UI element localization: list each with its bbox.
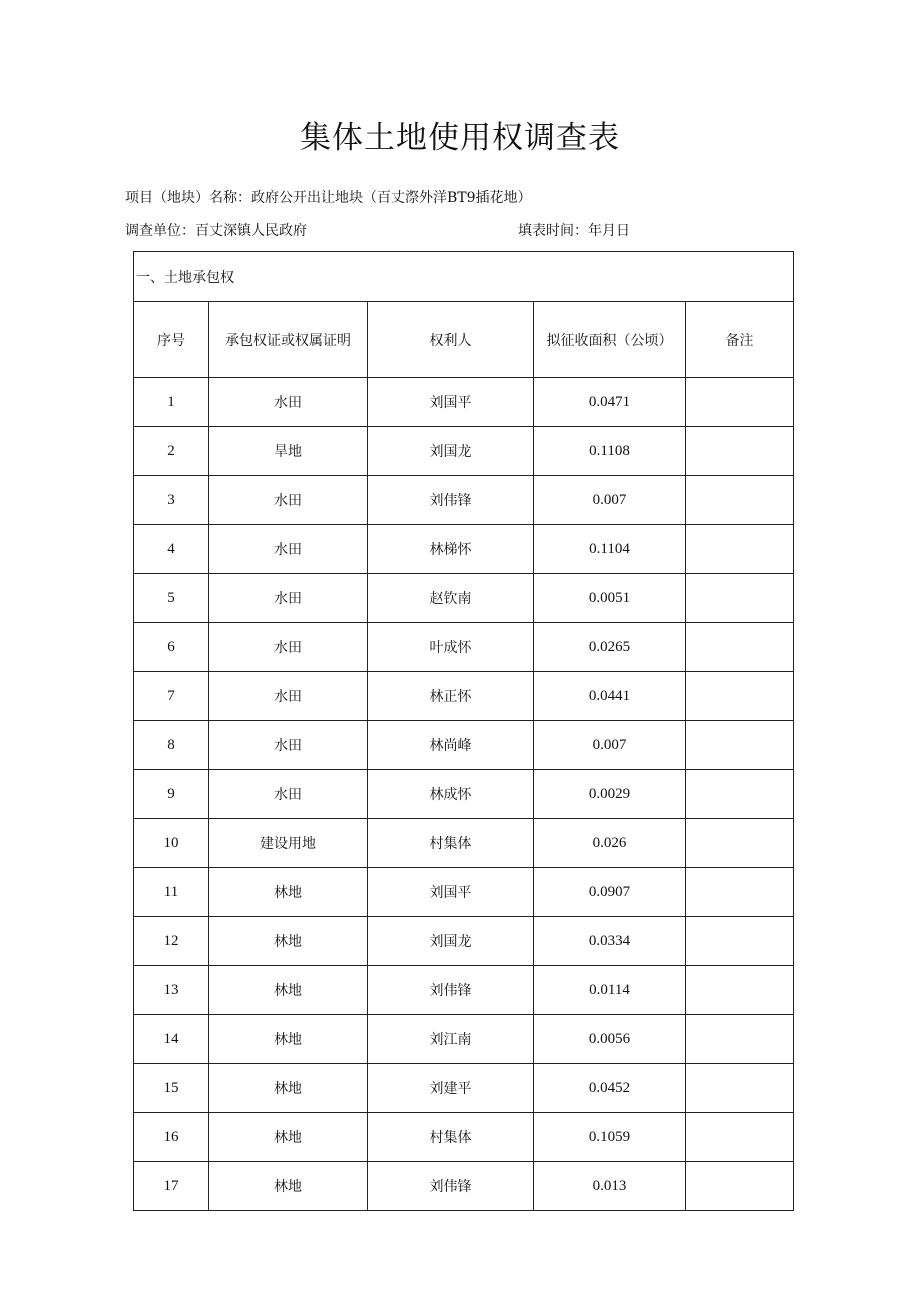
cell-remark bbox=[686, 1064, 794, 1113]
cell-cert: 水田 bbox=[209, 378, 368, 427]
cell-holder: 村集体 bbox=[368, 819, 534, 868]
cell-cert: 水田 bbox=[209, 770, 368, 819]
cell-holder: 村集体 bbox=[368, 1113, 534, 1162]
cell-remark bbox=[686, 1113, 794, 1162]
cell-area: 0.0334 bbox=[534, 917, 686, 966]
cell-seq: 5 bbox=[134, 574, 209, 623]
cell-area: 0.0265 bbox=[534, 623, 686, 672]
cell-remark bbox=[686, 574, 794, 623]
table-row bbox=[134, 868, 794, 917]
cell-area: 0.0114 bbox=[534, 966, 686, 1015]
cell-seq: 7 bbox=[134, 672, 209, 721]
header-cert: 承包权证或权属证明 bbox=[209, 302, 368, 378]
cell-seq: 11 bbox=[134, 868, 209, 917]
cell-holder: 林正怀 bbox=[368, 672, 534, 721]
cell-area: 0.0907 bbox=[534, 868, 686, 917]
header-holder: 权利人 bbox=[368, 302, 534, 378]
land-survey-table bbox=[133, 251, 794, 1211]
cell-remark bbox=[686, 721, 794, 770]
cell-holder: 刘国平 bbox=[368, 868, 534, 917]
header-area: 拟征收面积（公顷） bbox=[534, 302, 686, 378]
cell-area: 0.1104 bbox=[534, 525, 686, 574]
cell-cert: 水田 bbox=[209, 574, 368, 623]
cell-seq: 12 bbox=[134, 917, 209, 966]
table-row bbox=[134, 917, 794, 966]
cell-holder: 刘国平 bbox=[368, 378, 534, 427]
table-row bbox=[134, 770, 794, 819]
cell-cert: 林地 bbox=[209, 868, 368, 917]
cell-remark bbox=[686, 917, 794, 966]
cell-remark bbox=[686, 1015, 794, 1064]
cell-cert: 旱地 bbox=[209, 427, 368, 476]
table-row bbox=[134, 1015, 794, 1064]
survey-unit-line: 调查单位：百丈深镇人民政府 bbox=[125, 223, 307, 239]
cell-remark bbox=[686, 672, 794, 721]
cell-cert: 林地 bbox=[209, 1113, 368, 1162]
cell-holder: 林尚峰 bbox=[368, 721, 534, 770]
header-remark: 备注 bbox=[686, 302, 794, 378]
cell-seq: 2 bbox=[134, 427, 209, 476]
cell-seq: 3 bbox=[134, 476, 209, 525]
cell-remark bbox=[686, 819, 794, 868]
cell-holder: 刘江南 bbox=[368, 1015, 534, 1064]
cell-seq: 15 bbox=[134, 1064, 209, 1113]
cell-area: 0.1108 bbox=[534, 427, 686, 476]
cell-seq: 6 bbox=[134, 623, 209, 672]
cell-cert: 水田 bbox=[209, 476, 368, 525]
cell-area: 0.0051 bbox=[534, 574, 686, 623]
cell-remark bbox=[686, 476, 794, 525]
cell-cert: 林地 bbox=[209, 1015, 368, 1064]
cell-area: 0.0029 bbox=[534, 770, 686, 819]
cell-area: 0.1059 bbox=[534, 1113, 686, 1162]
cell-area: 0.0441 bbox=[534, 672, 686, 721]
table-row bbox=[134, 721, 794, 770]
cell-seq: 14 bbox=[134, 1015, 209, 1064]
cell-area: 0.0056 bbox=[534, 1015, 686, 1064]
cell-area: 0.026 bbox=[534, 819, 686, 868]
table-row bbox=[134, 672, 794, 721]
table-row bbox=[134, 378, 794, 427]
table-row bbox=[134, 427, 794, 476]
table-row bbox=[134, 1064, 794, 1113]
table-row bbox=[134, 525, 794, 574]
section-row bbox=[134, 252, 794, 302]
cell-seq: 4 bbox=[134, 525, 209, 574]
cell-holder: 叶成怀 bbox=[368, 623, 534, 672]
cell-remark bbox=[686, 623, 794, 672]
cell-seq: 8 bbox=[134, 721, 209, 770]
cell-seq: 9 bbox=[134, 770, 209, 819]
cell-holder: 赵钦南 bbox=[368, 574, 534, 623]
cell-remark bbox=[686, 525, 794, 574]
header-seq: 序号 bbox=[134, 302, 209, 378]
section-title: 一、土地承包权 bbox=[134, 252, 794, 302]
cell-cert: 水田 bbox=[209, 721, 368, 770]
cell-holder: 刘伟锋 bbox=[368, 1162, 534, 1211]
table-row bbox=[134, 476, 794, 525]
table-row bbox=[134, 1162, 794, 1211]
cell-holder: 刘伟锋 bbox=[368, 966, 534, 1015]
cell-seq: 17 bbox=[134, 1162, 209, 1211]
table-row bbox=[134, 574, 794, 623]
cell-area: 0.007 bbox=[534, 721, 686, 770]
cell-cert: 水田 bbox=[209, 672, 368, 721]
cell-holder: 林梯怀 bbox=[368, 525, 534, 574]
cell-cert: 建设用地 bbox=[209, 819, 368, 868]
header-row bbox=[134, 302, 794, 378]
cell-area: 0.0471 bbox=[534, 378, 686, 427]
cell-holder: 林成怀 bbox=[368, 770, 534, 819]
table-row bbox=[134, 966, 794, 1015]
project-name-line: 项目（地块）名称：政府公开出让地块（百丈漈外洋BT9插花地） bbox=[125, 190, 532, 206]
cell-remark bbox=[686, 868, 794, 917]
cell-seq: 16 bbox=[134, 1113, 209, 1162]
cell-remark bbox=[686, 770, 794, 819]
cell-area: 0.007 bbox=[534, 476, 686, 525]
cell-remark bbox=[686, 427, 794, 476]
page-title: 集体土地使用权调查表 bbox=[300, 120, 620, 156]
cell-area: 0.013 bbox=[534, 1162, 686, 1211]
cell-cert: 林地 bbox=[209, 917, 368, 966]
table-row bbox=[134, 623, 794, 672]
cell-cert: 林地 bbox=[209, 1162, 368, 1211]
cell-cert: 水田 bbox=[209, 623, 368, 672]
cell-seq: 10 bbox=[134, 819, 209, 868]
table-row bbox=[134, 819, 794, 868]
cell-remark bbox=[686, 1162, 794, 1211]
cell-cert: 林地 bbox=[209, 1064, 368, 1113]
cell-holder: 刘伟锋 bbox=[368, 476, 534, 525]
cell-seq: 13 bbox=[134, 966, 209, 1015]
cell-remark bbox=[686, 966, 794, 1015]
cell-area: 0.0452 bbox=[534, 1064, 686, 1113]
fill-date-line: 填表时间：年月日 bbox=[518, 223, 630, 239]
cell-cert: 水田 bbox=[209, 525, 368, 574]
cell-remark bbox=[686, 378, 794, 427]
cell-holder: 刘国龙 bbox=[368, 427, 534, 476]
cell-seq: 1 bbox=[134, 378, 209, 427]
cell-holder: 刘建平 bbox=[368, 1064, 534, 1113]
cell-cert: 林地 bbox=[209, 966, 368, 1015]
table-row bbox=[134, 1113, 794, 1162]
cell-holder: 刘国龙 bbox=[368, 917, 534, 966]
